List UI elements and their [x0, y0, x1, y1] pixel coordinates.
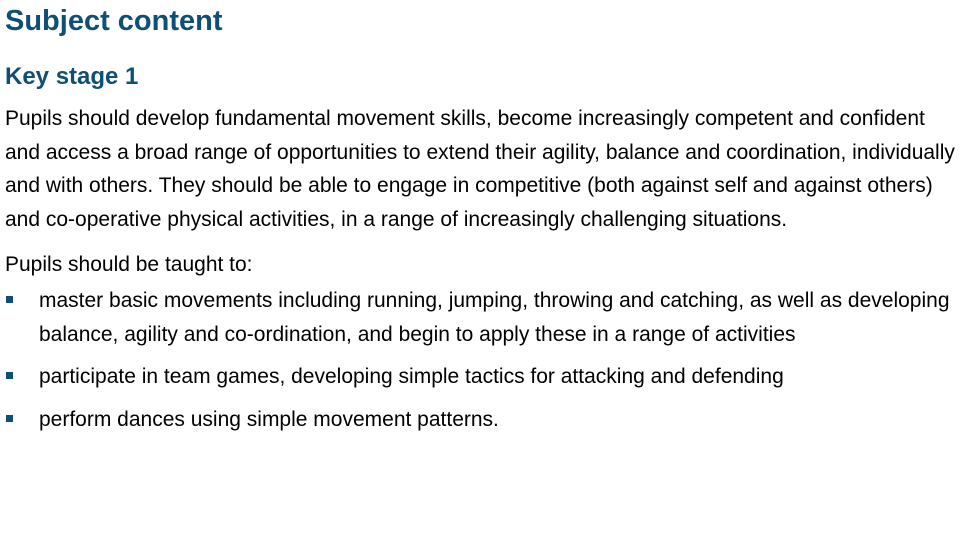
list-item-text: participate in team games, developing simple tactics for attacking and defending: [39, 365, 784, 389]
bullet-list: [5, 284, 960, 436]
square-bullet-icon: [6, 372, 13, 379]
list-item: [5, 403, 960, 437]
section-heading: Key stage 1: [5, 63, 139, 90]
square-bullet-icon: [6, 415, 13, 422]
list-item-text: perform dances using simple movement patterns.: [39, 407, 499, 431]
list-item-text: master basic movements including running, jumping, throwing and catching, as well as developing balance, agility and co-ordination, and begin to apply these in a range of activities: [39, 288, 950, 346]
intro-paragraph: Pupils should develop fundamental movement skills, become increasingly competent and confident and access a broad range of opportunities to extend their agility, balance and coordination, individually and with others. They should be able to engage in competitive (both against self and against others) and co-operative physical activities, in a range of increasingly challenging situations.: [5, 107, 955, 231]
list-item: [5, 360, 960, 394]
list-item: [5, 284, 960, 351]
square-bullet-icon: [6, 296, 13, 303]
document-page: [5, 0, 960, 436]
page-title: Subject content: [5, 5, 223, 37]
taught-intro: Pupils should be taught to:: [5, 253, 253, 277]
